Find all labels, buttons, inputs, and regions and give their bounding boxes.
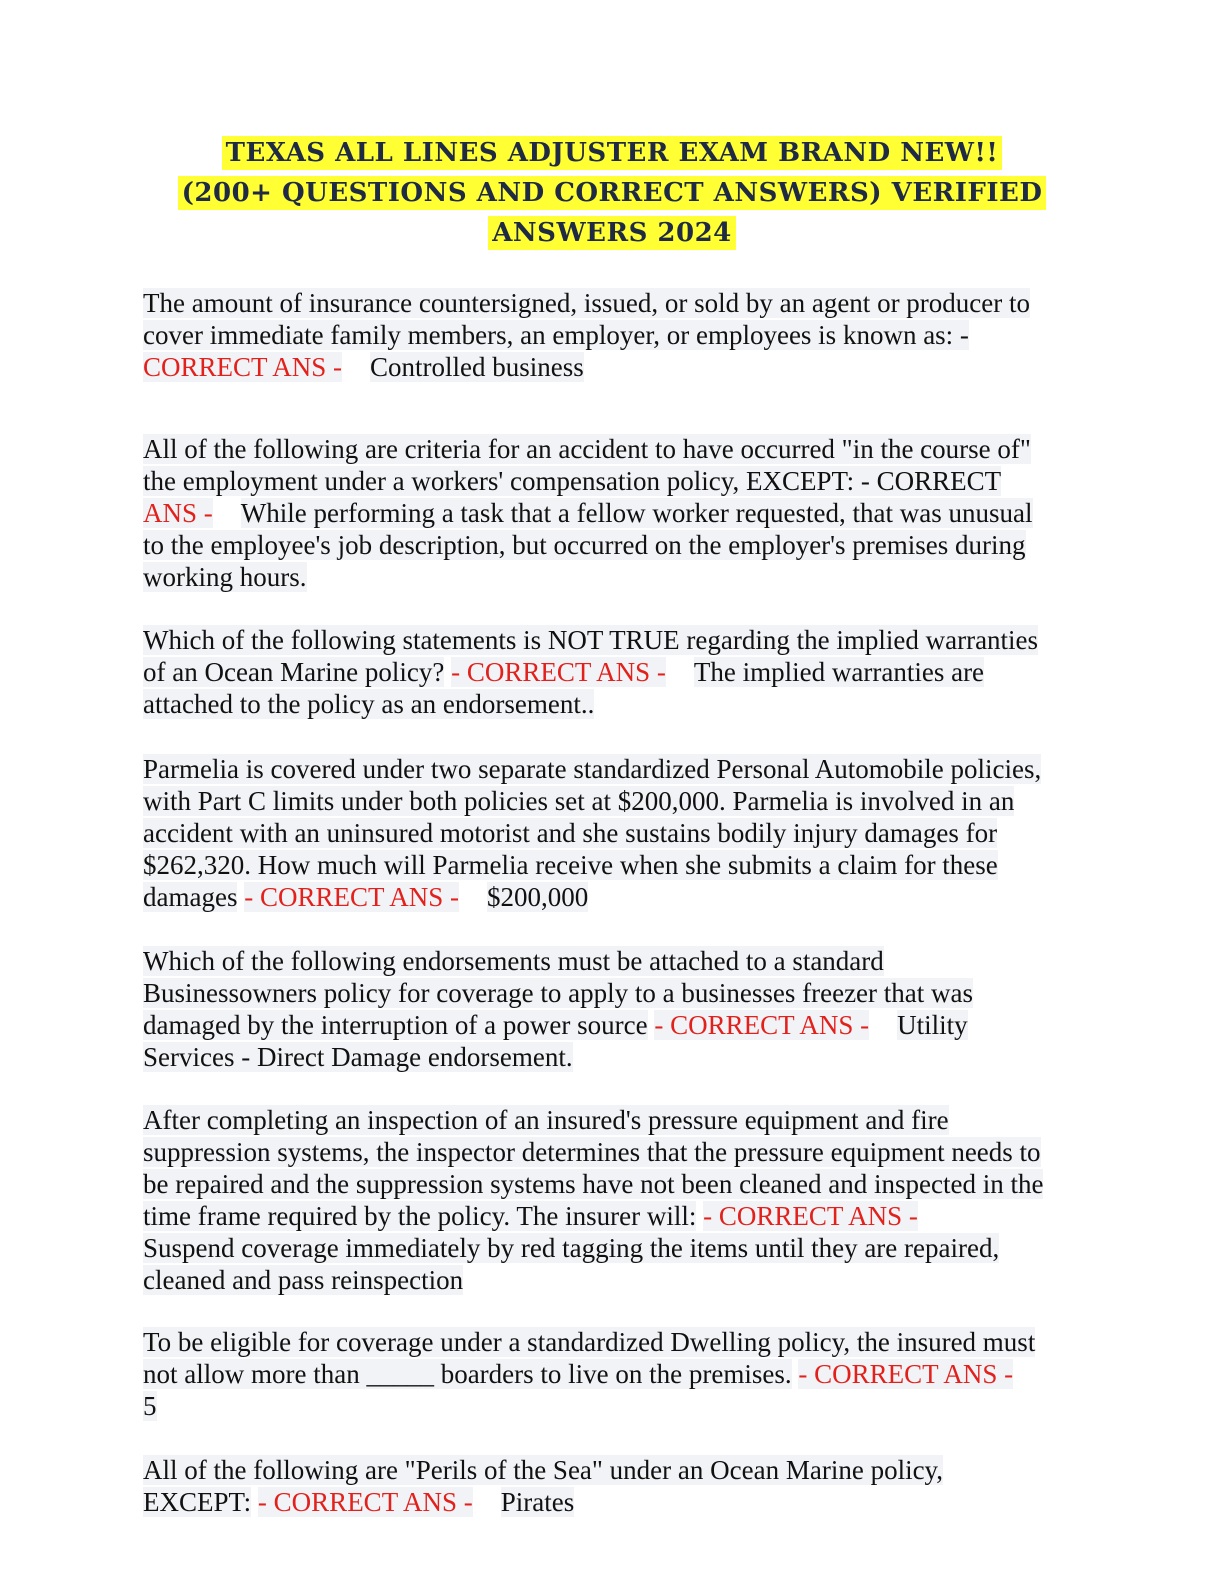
question-text: All of the following are "Perils of the Sea" under an Ocean Marine policy, (143, 1455, 944, 1485)
document-title (90, 133, 1134, 253)
question-text: the employment under a workers' compensation policy, EXCEPT: - CORRECT (143, 466, 1002, 496)
question-text: of an Ocean Marine policy? (143, 657, 445, 687)
correct-ans-marker: CORRECT ANS - (143, 352, 343, 382)
question-text: not allow more than _____ boarders to live on the premises. (143, 1359, 792, 1389)
answer-text: to the employee's job description, but occurred on the employer's premises during (143, 530, 1026, 560)
question-text: suppression systems, the inspector determines that the pressure equipment needs to (143, 1137, 1041, 1167)
answer-text: attached to the policy as an endorsement.. (143, 689, 595, 719)
correct-ans-marker: ANS - (143, 498, 213, 528)
answer-text: cleaned and pass reinspection (143, 1265, 464, 1295)
correct-ans-marker: - CORRECT ANS - (451, 657, 666, 687)
question-text: After completing an inspection of an insured's pressure equipment and fire (143, 1105, 949, 1135)
qa-item-5 (143, 945, 1073, 1073)
question-text: Which of the following statements is NOT TRUE regarding the implied warranties (143, 625, 1039, 655)
question-text: accident with an uninsured motorist and she sustains bodily injury damages for (143, 818, 998, 848)
answer-text: Controlled business (370, 352, 584, 382)
correct-ans-marker: - CORRECT ANS - (244, 882, 460, 912)
correct-ans-marker: - CORRECT ANS - (703, 1201, 918, 1231)
qa-item-2 (143, 433, 1073, 593)
question-text: damaged by the interruption of a power source (143, 1010, 648, 1040)
answer-text: Services - Direct Damage endorsement. (143, 1042, 573, 1072)
answer-text: Suspend coverage immediately by red tagging the items until they are repaired, (143, 1233, 1000, 1263)
qa-item-6 (143, 1104, 1073, 1296)
answer-text: $200,000 (487, 882, 589, 912)
question-text: Businessowners policy for coverage to apply to a businesses freezer that was (143, 978, 973, 1008)
question-text: damages (143, 882, 238, 912)
question-text: time frame required by the policy. The insurer will: (143, 1201, 697, 1231)
title-line-1: TEXAS ALL LINES ADJUSTER EXAM BRAND NEW!! (222, 136, 1003, 170)
question-text: All of the following are criteria for an accident to have occurred "in the course of" (143, 434, 1031, 464)
answer-text: working hours. (143, 562, 307, 592)
qa-item-8 (143, 1454, 1073, 1518)
question-text: be repaired and the suppression systems have not been cleaned and inspected in the (143, 1169, 1044, 1199)
qa-item-1 (143, 287, 1073, 383)
qa-item-4 (143, 753, 1073, 913)
title-line-2: (200+ QUESTIONS AND CORRECT ANSWERS) VERIFIED (178, 176, 1047, 210)
answer-text: Utility (897, 1010, 968, 1040)
answer-text: The implied warranties are (693, 657, 985, 687)
question-text: EXCEPT: (143, 1487, 252, 1517)
question-text: The amount of insurance countersigned, issued, or sold by an agent or producer to (143, 288, 1031, 318)
question-text: To be eligible for coverage under a standardized Dwelling policy, the insured must (143, 1327, 1036, 1357)
correct-ans-marker: - CORRECT ANS - (798, 1359, 1014, 1389)
question-text: Which of the following endorsements must be attached to a standard (143, 946, 884, 976)
answer-text: While performing a task that a fellow worker requested, that was unusual (240, 498, 1033, 528)
question-text: Parmelia is covered under two separate standardized Personal Automobile policies, (143, 754, 1042, 784)
answer-text: Pirates (500, 1487, 575, 1517)
question-text: $262,320. How much will Parmelia receive when she submits a claim for these (143, 850, 998, 880)
correct-ans-marker: - CORRECT ANS - (257, 1487, 473, 1517)
question-text: cover immediate family members, an employer, or employees is known as: - (143, 320, 969, 350)
correct-ans-marker: - CORRECT ANS - (654, 1010, 870, 1040)
title-line-3: ANSWERS 2024 (488, 216, 736, 250)
answer-text: 5 (143, 1391, 157, 1421)
question-text: with Part C limits under both policies set at $200,000. Parmelia is involved in an (143, 786, 1015, 816)
qa-item-7 (143, 1326, 1073, 1422)
qa-item-3 (143, 624, 1073, 720)
